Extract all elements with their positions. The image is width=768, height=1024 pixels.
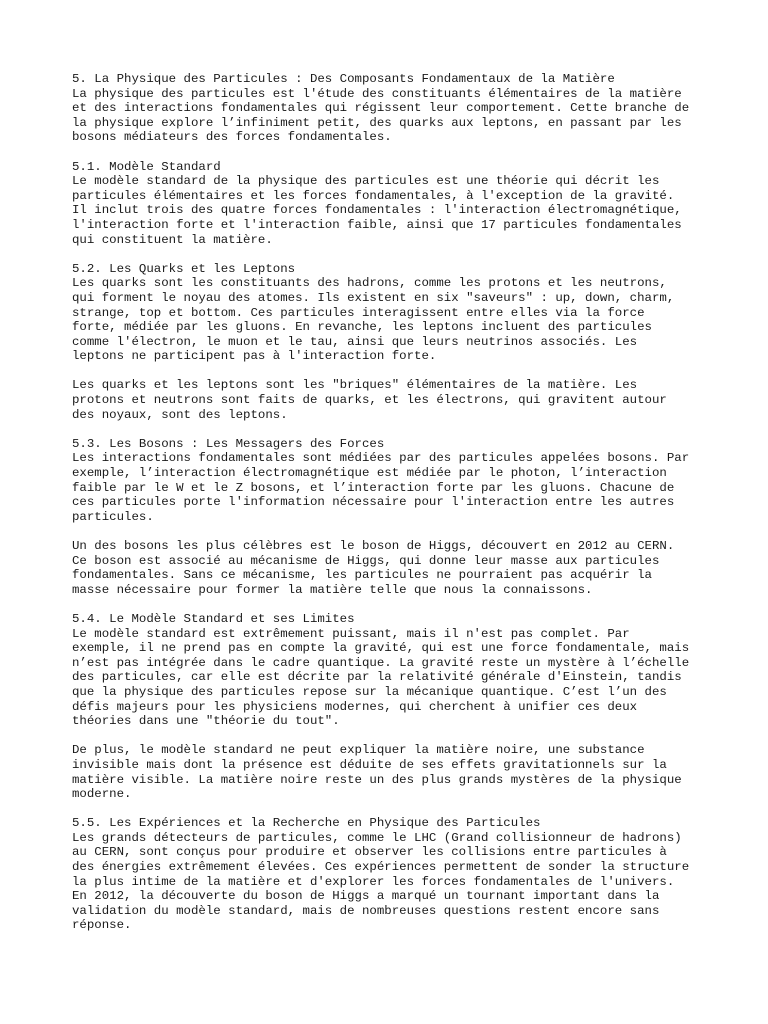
section-heading: 5.2. Les Quarks et les Leptons [72,261,296,276]
text-line: des énergies extrêmement élevées. Ces expériences permettent de sonder la structure [72,860,690,875]
text-line: Les interactions fondamentales sont médiées par des particules appelées bosons. Par [72,451,690,466]
text-line: particules. [72,509,154,524]
text-line: particules élémentaires et les forces fondamentales, à l'exception de la gravité. [72,188,675,203]
text-line: Le modèle standard de la physique des particules est une théorie qui décrit les [72,174,660,189]
section-heading: 5.4. Le Modèle Standard et ses Limites [72,611,355,626]
text-line: En 2012, la découverte du boson de Higgs a marqué un tournant important dans la [72,889,660,904]
text-line: la plus intime de la matière et d'explorer les forces fondamentales de l'univers. [72,874,675,889]
text-line: validation du modèle standard, mais de nombreuses questions restent encore sans [72,903,660,918]
text-line: strange, top et bottom. Ces particules interagissent entre elles via la force [72,305,645,320]
text-line: masse nécessaire pour former la matière telle que nous la connaissons. [72,582,593,597]
text-line: exemple, il ne prend pas en compte la gravité, qui est une force fondamentale, mais [72,641,690,656]
section-5-4 [72,612,712,729]
text-line: des particules, car elle est décrite par la relativité générale d'Einstein, tandis [72,670,682,685]
text-line: faible par le W et le Z bosons, et l’interaction forte par les gluons. Chacune de [72,480,675,495]
section-heading: 5.5. Les Expériences et la Recherche en Physique des Particules [72,816,541,831]
text-line: qui constituent la matière. [72,232,273,247]
section-5-3-paragraph-2 [72,539,712,597]
section-heading: 5.3. Les Bosons : Les Messagers des Forces [72,436,385,451]
text-line: qui forment le noyau des atomes. Ils existent en six "saveurs" : up, down, charm, [72,290,675,305]
text-line: moderne. [72,787,132,802]
text-line: ces particules porte l'information nécessaire pour l'interaction entre les autres [72,495,675,510]
text-line: invisible mais dont la présence est déduite de ses effets gravitationnels sur la [72,757,667,772]
text-line: Il inclut trois des quatre forces fondamentales : l'interaction électromagnétique, [72,203,682,218]
text-line: Les quarks et les leptons sont les "briques" élémentaires de la matière. Les [72,378,638,393]
text-line: comme l'électron, le muon et le tau, ainsi que leurs neutrinos associés. Les [72,334,638,349]
text-line: Les grands détecteurs de particules, comme le LHC (Grand collisionneur de hadrons) [72,830,682,845]
text-line: La physique des particules est l'étude des constituants élémentaires de la matière [72,86,682,101]
text-line: forte, médiée par les gluons. En revanche, les leptons incluent des particules [72,320,652,335]
text-line: Les quarks sont les constituants des hadrons, comme les protons et les neutrons, [72,276,667,291]
text-line: Ce boson est associé au mécanisme de Higgs, qui donne leur masse aux particules [72,553,660,568]
section-5-2-paragraph-2 [72,378,712,422]
section-5-5 [72,816,712,933]
text-line: protons et neutrons sont faits de quarks, et les électrons, qui gravitent autour [72,393,667,408]
text-line: Un des bosons les plus célèbres est le boson de Higgs, découvert en 2012 au CERN. [72,539,675,553]
text-line: que la physique des particules repose sur la mécanique quantique. C’est l’un des [72,684,667,699]
text-line: n’est pas intégrée dans le cadre quantique. La gravité reste un mystère à l’échelle [72,655,690,670]
text-line: réponse. [72,918,132,933]
text-line: théories dans une "théorie du tout". [72,714,340,729]
text-line: l'interaction forte et l'interaction faible, ainsi que 17 particules fondamentales [72,217,682,232]
text-line: au CERN, sont conçus pour produire et observer les collisions entre particules à [72,845,667,860]
section-5-3 [72,437,712,525]
section-5-1 [72,160,712,248]
section-heading: 5.1. Modèle Standard [72,159,221,174]
text-line: fondamentales. Sans ce mécanisme, les particules ne pourraient pas acquérir la [72,568,652,583]
text-line: la physique explore l’infiniment petit, des quarks aux leptons, en passant par les [72,115,682,130]
text-line: des noyaux, sont des leptons. [72,407,288,422]
text-line: matière visible. La matière noire reste un des plus grands mystères de la physique [72,772,682,787]
section-5-2 [72,262,712,364]
document-page [72,72,712,948]
text-line: défis majeurs pour les physiciens modernes, qui cherchent à unifier ces deux [72,699,638,714]
text-line: leptons ne participent pas à l'interaction forte. [72,349,437,364]
section-5-4-paragraph-2 [72,743,712,801]
text-line: Le modèle standard est extrêmement puissant, mais il n'est pas complet. Par [72,626,630,641]
text-line: bosons médiateurs des forces fondamentales. [72,130,392,145]
text-line: De plus, le modèle standard ne peut expliquer la matière noire, une substance [72,743,645,758]
section-5-intro [72,72,712,145]
section-heading: 5. La Physique des Particules : Des Composants Fondamentaux de la Matière [72,72,615,86]
text-line: et des interactions fondamentales qui régissent leur comportement. Cette branche de [72,101,690,116]
text-line: exemple, l’interaction électromagnétique est médiée par le photon, l’interaction [72,466,667,481]
